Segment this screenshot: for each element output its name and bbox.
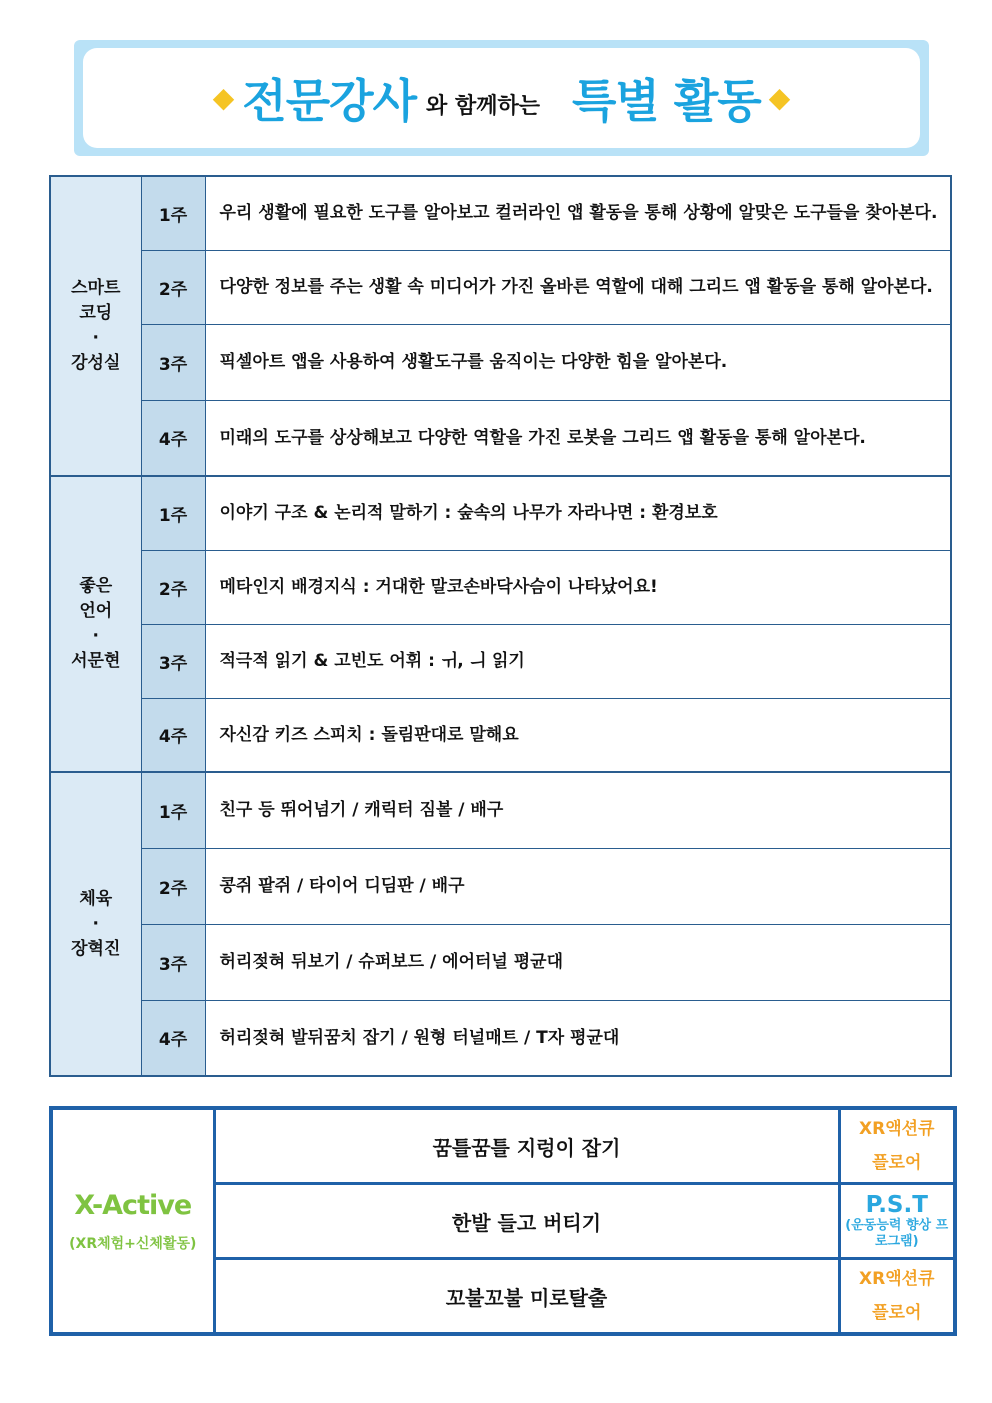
tag-line1: XR액션큐: [859, 1269, 935, 1289]
group-cell-coding: [50, 176, 141, 476]
title-part2: 와 함께하는: [426, 93, 540, 119]
x-active-activity: 한발 들고 버티기: [214, 1184, 839, 1259]
week-label: 1주: [141, 476, 205, 550]
x-active-tag: [839, 1259, 955, 1335]
week-description: 콩쥐 팥쥐 / 타이어 디딤판 / 배구: [205, 848, 951, 924]
week-description: 픽셀아트 앱을 사용하여 생활도구를 움직이는 다양한 힘을 알아본다.: [205, 324, 951, 400]
week-description: 이야기 구조 & 논리적 말하기 : 숲속의 나무가 자라나면 : 환경보호: [205, 476, 951, 550]
week-description: 자신감 키즈 스피치 : 돌림판대로 말해요: [205, 698, 951, 772]
activity-plan-table: [49, 175, 952, 1077]
group-subject-line1: 체육: [79, 888, 113, 909]
x-active-label-cell: [51, 1108, 214, 1334]
week-description: 다양한 정보를 주는 생활 속 미디어가 가진 올바른 역할에 대해 그리드 앱 활동을 통해 알아본다.: [205, 250, 951, 324]
table-row: [50, 324, 951, 400]
week-label: 1주: [141, 176, 205, 250]
title-part1: 전문강사: [242, 74, 417, 128]
table-row: [50, 550, 951, 624]
group-dot: ·: [92, 328, 99, 348]
week-label: 4주: [141, 1000, 205, 1076]
group-dot: ·: [92, 913, 99, 934]
week-description: 친구 등 뛰어넘기 / 캐릭터 짐볼 / 배구: [205, 772, 951, 848]
group-subject-line1: 좋은: [79, 576, 113, 596]
table-row: [50, 924, 951, 1000]
tag-line2: (운동능력 향상 프로그램): [845, 1218, 949, 1249]
week-description: 허리젖혀 발뒤꿈치 잡기 / 원형 터널매트 / T자 평균대: [205, 1000, 951, 1076]
x-active-table: [49, 1106, 957, 1336]
week-description: 허리젖혀 뒤보기 / 슈퍼보드 / 에어터널 평균대: [205, 924, 951, 1000]
table-row: [50, 476, 951, 550]
group-teacher: 서문현: [71, 651, 121, 671]
x-active-activity: 꼬불꼬불 미로탈출: [214, 1259, 839, 1335]
table-row: [50, 1000, 951, 1076]
week-description: 미래의 도구를 상상해보고 다양한 역할을 가진 로봇을 그리드 앱 활동을 통해 알아본다.: [205, 400, 951, 476]
table-row: [50, 624, 951, 698]
group-dot: ·: [92, 626, 99, 646]
week-description: 적극적 읽기 & 고빈도 어휘 : ㅟ, ㅢ 읽기: [205, 624, 951, 698]
x-active-title: X-Active: [74, 1189, 192, 1221]
group-teacher: 장혁진: [71, 938, 121, 959]
week-label: 2주: [141, 848, 205, 924]
tag-line2: 플로어: [872, 1303, 922, 1323]
table-row: [50, 772, 951, 848]
x-active-tag-pst: [839, 1184, 955, 1259]
group-cell-pe: [50, 772, 141, 1076]
week-description: 메타인지 배경지식 : 거대한 말코손바닥사슴이 나타났어요!: [205, 550, 951, 624]
table-row: [50, 848, 951, 924]
group-subject-line2: 언어: [79, 601, 113, 621]
table-row: [50, 698, 951, 772]
week-description: 우리 생활에 필요한 도구를 알아보고 컬러라인 앱 활동을 통해 상황에 알맞은 도구들을 찾아본다.: [205, 176, 951, 250]
x-active-tag: [839, 1108, 955, 1184]
week-label: 4주: [141, 698, 205, 772]
table-row: [50, 400, 951, 476]
left-diamond-icon: ◆: [212, 81, 235, 114]
tag-line1: P.S.T: [865, 1192, 928, 1218]
group-teacher: 강성실: [71, 353, 121, 373]
group-subject-line1: 스마트: [71, 278, 121, 298]
title-banner: [74, 40, 929, 156]
week-label: 2주: [141, 250, 205, 324]
x-active-activity: 꿈틀꿈틀 지렁이 잡기: [214, 1108, 839, 1184]
x-active-subtitle: (XR체험+신체활동): [69, 1235, 197, 1252]
title-part3: 특별 활동: [571, 74, 761, 128]
week-label: 2주: [141, 550, 205, 624]
table-row: [50, 250, 951, 324]
week-label: 1주: [141, 772, 205, 848]
table-row: [51, 1108, 955, 1184]
right-diamond-icon: ◆: [768, 81, 791, 114]
table-row: [50, 176, 951, 250]
week-label: 3주: [141, 624, 205, 698]
group-subject-line2: 코딩: [79, 303, 113, 323]
title-banner-inner: [83, 48, 920, 148]
week-label: 3주: [141, 324, 205, 400]
tag-line1: XR액션큐: [859, 1119, 935, 1139]
week-label: 4주: [141, 400, 205, 476]
week-label: 3주: [141, 924, 205, 1000]
tag-line2: 플로어: [872, 1153, 922, 1173]
group-cell-language: [50, 476, 141, 772]
